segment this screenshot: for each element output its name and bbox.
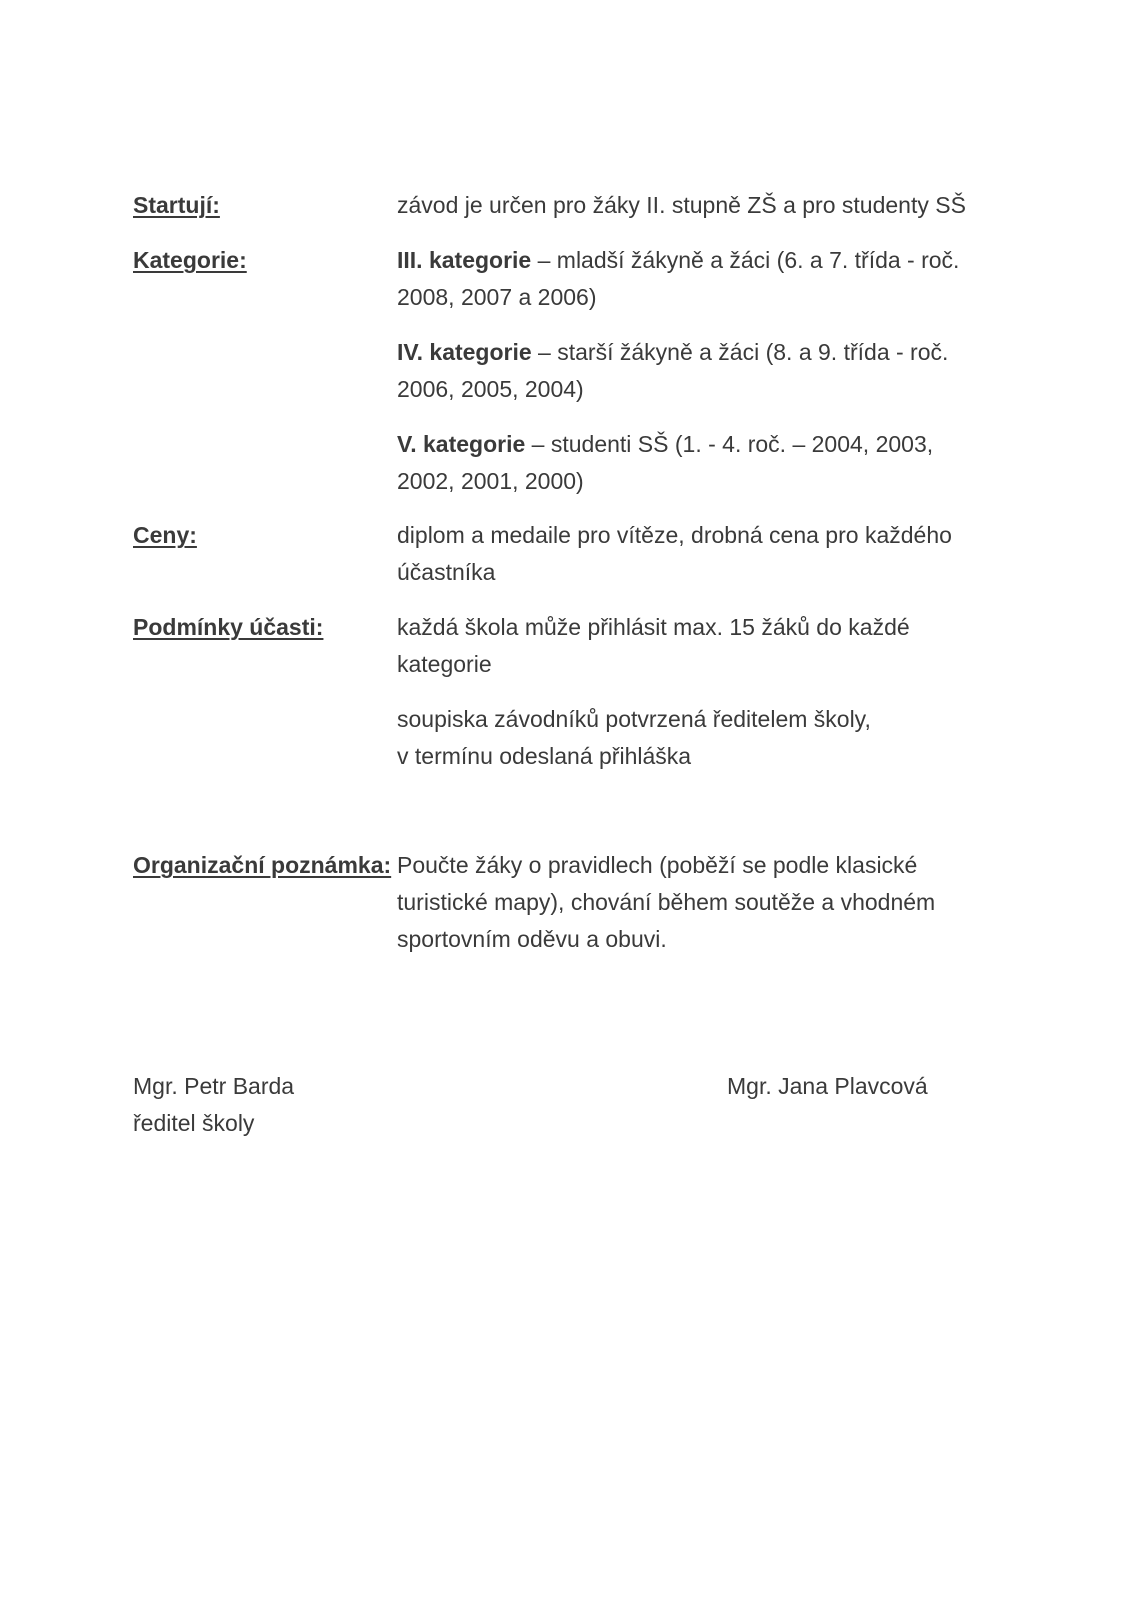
signature-left-name: Mgr. Petr Barda <box>133 1073 295 1099</box>
startuji-text: závod je určen pro žáky II. stupně ZŠ a pro studenty SŠ <box>397 192 966 218</box>
category-years: 2008, 2007 a 2006) <box>397 284 597 310</box>
signature-right <box>727 1068 928 1105</box>
category-name: III. kategorie <box>397 247 532 273</box>
category-name: V. kategorie <box>397 431 526 457</box>
poznamka-line: sportovním oděvu a obuvi. <box>397 926 667 952</box>
podminky-label: Podmínky účasti: <box>133 614 324 640</box>
signature-right-name: Mgr. Jana Plavcová <box>727 1073 928 1099</box>
kategorie-list <box>397 242 997 500</box>
podminky-line: každá škola může přihlásit max. 15 žáků do každé <box>397 614 910 640</box>
ceny-line: účastníka <box>397 559 496 585</box>
poznamka-line: turistické mapy), chování během soutěže a vhodném <box>397 889 936 915</box>
category-item <box>397 426 997 500</box>
podminky-paragraph <box>397 609 997 683</box>
poznamka-label: Organizační poznámka: <box>133 852 392 878</box>
startuji-value <box>397 187 997 224</box>
startuji-label: Startují: <box>133 192 220 218</box>
poznamka-value <box>397 847 997 958</box>
signature-left-role: ředitel školy <box>133 1110 255 1136</box>
ceny-label: Ceny: <box>133 522 197 548</box>
category-desc: – starší žákyně a žáci (8. a 9. třída - roč. <box>531 339 949 365</box>
category-desc: – studenti SŠ (1. - 4. roč. – 2004, 2003, <box>525 431 934 457</box>
podminky-line: kategorie <box>397 651 492 677</box>
category-years: 2002, 2001, 2000) <box>397 468 584 494</box>
ceny-line: diplom a medaile pro vítěze, drobná cena pro každého <box>397 522 952 548</box>
ceny-value <box>397 517 997 591</box>
category-years: 2006, 2005, 2004) <box>397 376 584 402</box>
category-item <box>397 334 997 408</box>
podminky-line: soupiska závodníků potvrzená ředitelem školy, <box>397 706 871 732</box>
podminky-value <box>397 609 997 775</box>
poznamka-line: Poučte žáky o pravidlech (poběží se podle klasické <box>397 852 918 878</box>
category-desc: – mladší žákyně a žáci (6. a 7. třída - roč. <box>531 247 960 273</box>
category-name: IV. kategorie <box>397 339 532 365</box>
category-item <box>397 242 997 316</box>
kategorie-label: Kategorie: <box>133 247 247 273</box>
signature-left <box>133 1068 294 1142</box>
podminky-line: v termínu odeslaná přihláška <box>397 743 692 769</box>
podminky-paragraph <box>397 701 997 775</box>
